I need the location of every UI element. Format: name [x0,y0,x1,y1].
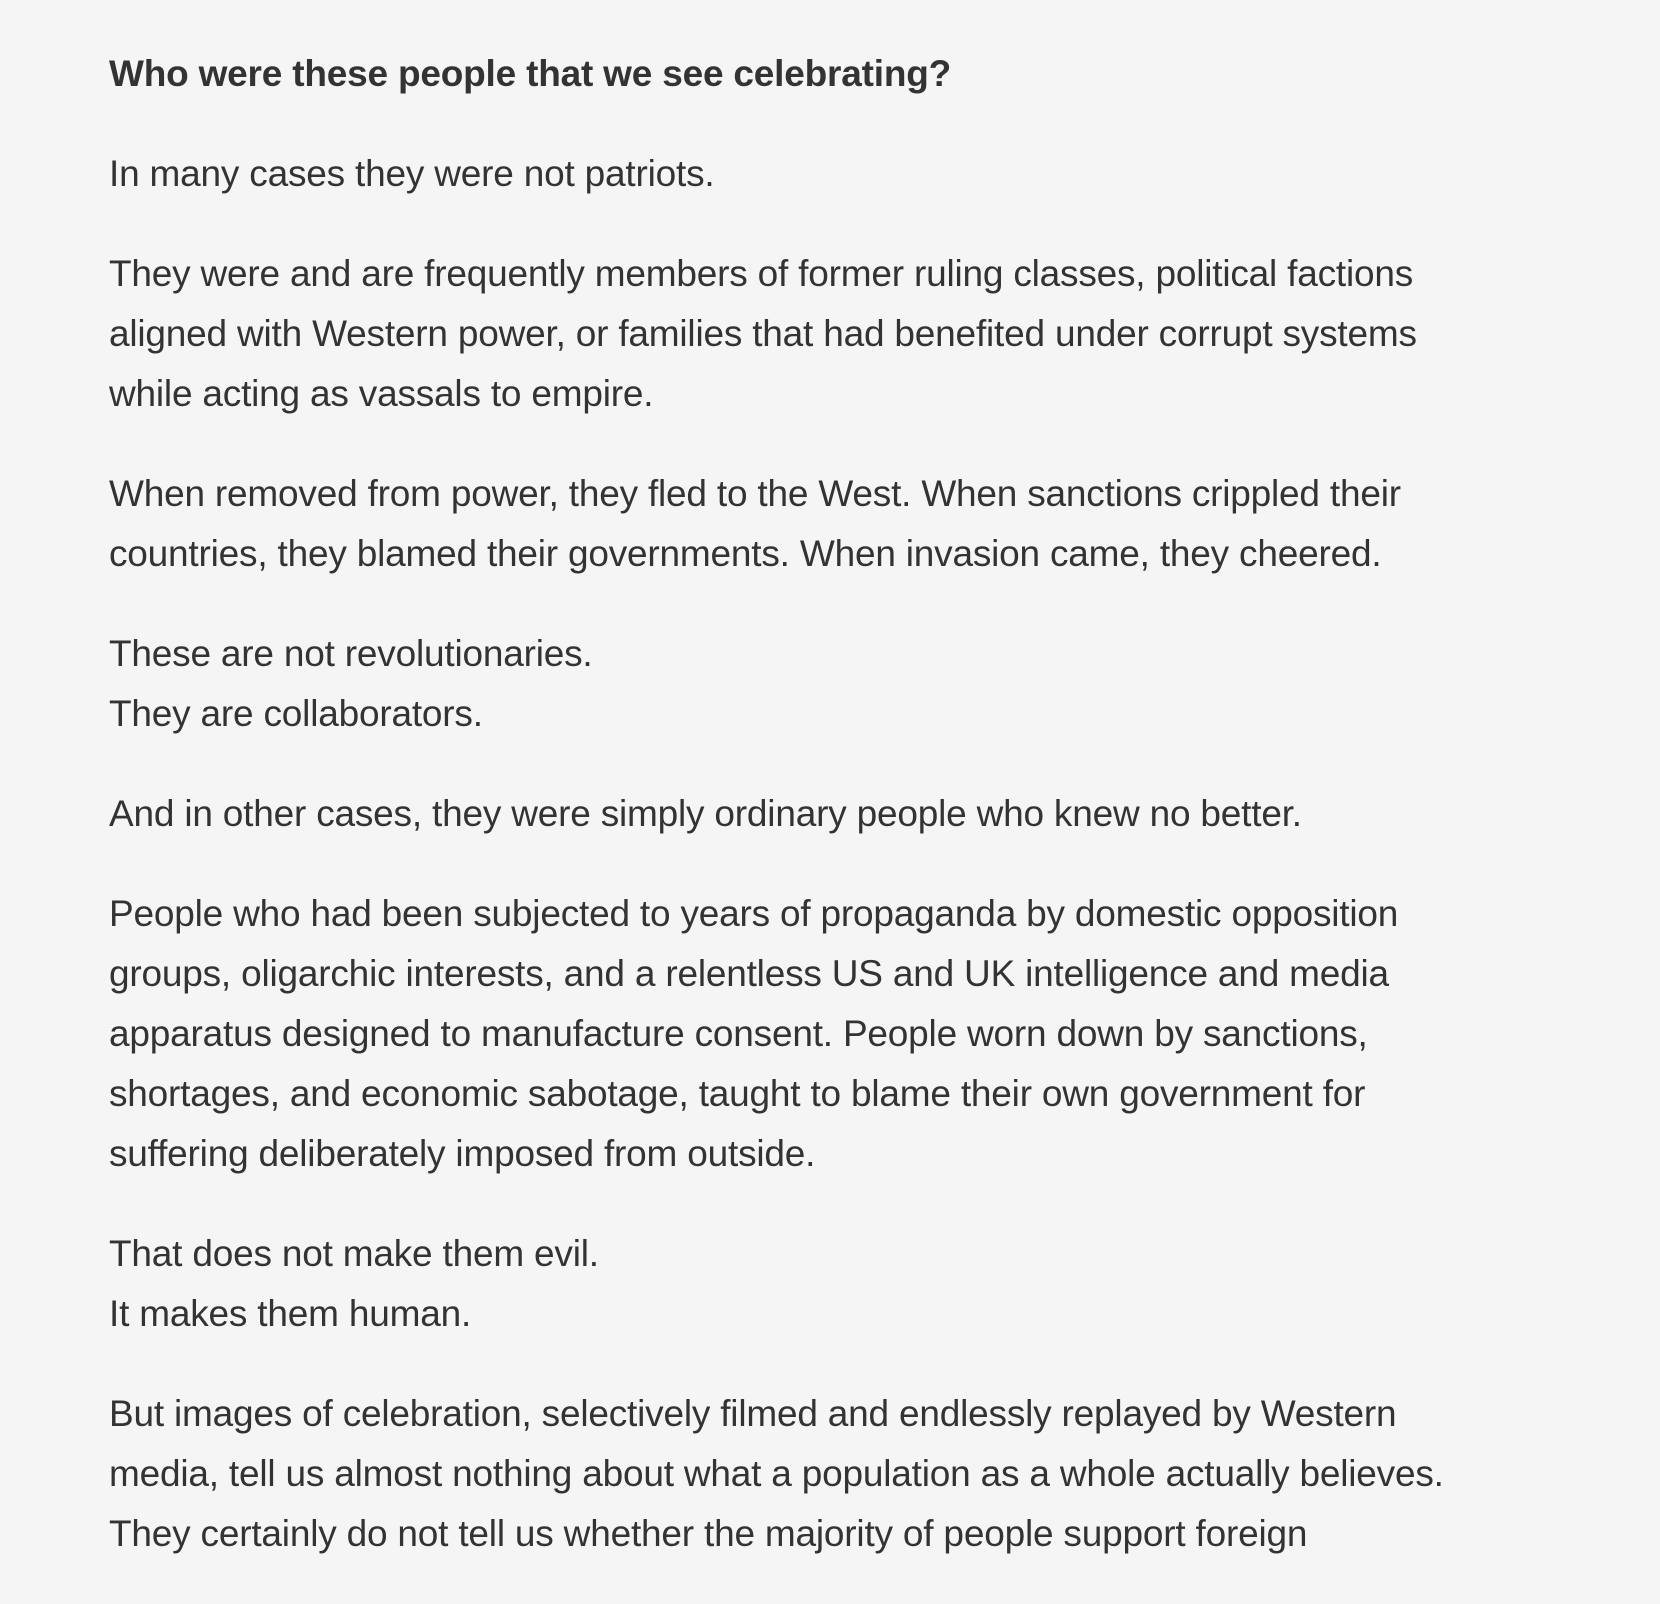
paragraph-line: aligned with Western power, or families that had benefited under corrupt systems [109,313,1417,354]
paragraph-line: media, tell us almost nothing about what a population as a whole actually believes. [109,1453,1444,1494]
paragraph-line: groups, oligarchic interests, and a relentless US and UK intelligence and media [109,953,1389,994]
paragraph-8 [109,1384,1549,1564]
paragraph-line: That does not make them evil. [109,1233,599,1274]
paragraph-line: They were and are frequently members of former ruling classes, political factions [109,253,1414,294]
paragraph-4 [109,624,1549,744]
paragraph-line: People who had been subjected to years of propaganda by domestic opposition [109,893,1399,934]
paragraph-6 [109,884,1549,1184]
paragraph-line: And in other cases, they were simply ordinary people who knew no better. [109,793,1302,834]
paragraph-line: But images of celebration, selectively filmed and endlessly replayed by Western [109,1393,1397,1434]
paragraph-line: It makes them human. [109,1293,472,1334]
paragraph-line: They certainly do not tell us whether the majority of people support foreign [109,1513,1308,1554]
paragraph-line: shortages, and economic sabotage, taught to blame their own government for [109,1073,1366,1114]
article-heading: Who were these people that we see celebrating? [109,53,952,94]
paragraph-line: In many cases they were not patriots. [109,153,715,194]
paragraph-line: countries, they blamed their governments. When invasion came, they cheered. [109,533,1382,574]
paragraph-5 [109,784,1549,844]
paragraph-2 [109,244,1549,424]
paragraph-line: When removed from power, they fled to the West. When sanctions crippled their [109,473,1401,514]
paragraph-line: while acting as vassals to empire. [109,373,654,414]
paragraph-1 [109,144,1549,204]
paragraph-line: suffering deliberately imposed from outside. [109,1133,816,1174]
paragraph-3 [109,464,1549,584]
article-body [109,44,1549,1604]
paragraph-line: They are collaborators. [109,693,483,734]
paragraph-line: These are not revolutionaries. [109,633,593,674]
paragraph-7 [109,1224,1549,1344]
paragraph-line: apparatus designed to manufacture consent. People worn down by sanctions, [109,1013,1368,1054]
